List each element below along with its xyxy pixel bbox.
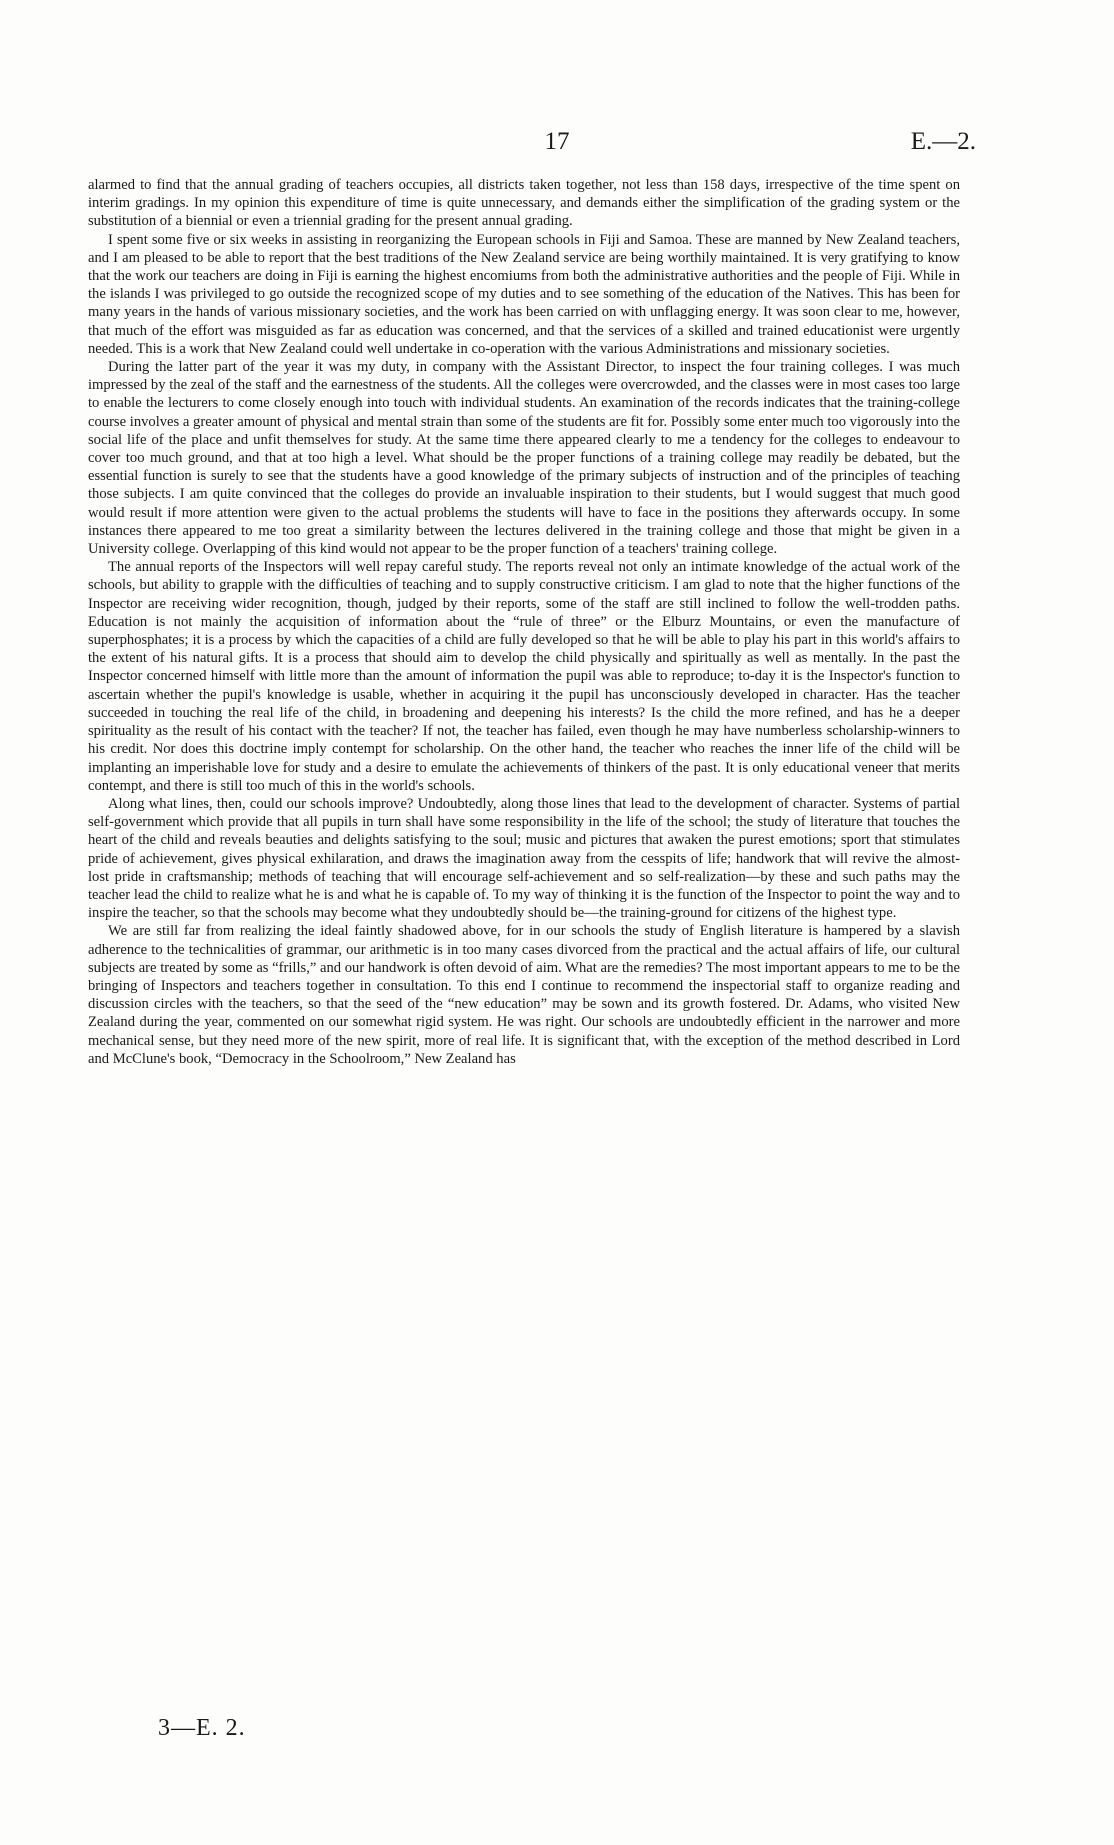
signature-reference: 3—E. 2. [158, 1715, 246, 1741]
paragraph-inspectors-reports: The annual reports of the Inspectors will well repay careful study. The reports reveal not only an intimate knowledge of the actual work of the schools, but ability to grapple with the difficulties of teaching and to supply constructive criticism. I am glad to note that the higher functions of the Inspector are receiving wider recognition, though, judged by their reports, some of the staff are still inclined to follow the well-trodden paths. Education is not mainly the acquisition of information about the “rule of three” or the Elburz Mountains, or even the manufacture of superphosphates; it is a process by which the capacities of a child are fully developed so that he will be able to play his part in this world's affairs to the extent of his natural gifts. It is a process that should aim to develop the child physically and spiritually as well as mentally. In the past the Inspector concerned himself with little more than the amount of information the pupil was able to reproduce; to-day it is the Inspector's function to ascertain whether the pupil's knowledge is usable, whether in acquiring it the pupil has unconsciously developed in character. Has the teacher succeeded in touching the real life of the child, in broadening and deepening his interests? Is the child the more refined, and has he a deeper spirituality as the result of his contact with the teacher? If not, the teacher has failed, even though he may have numberless scholarship-winners to his credit. Nor does this doctrine imply contempt for scholarship. On the other hand, the teacher who reaches the inner life of the child will be implanting an imperishable love for study and a desire to emulate the achievements of thinkers of the past. It is only educational veneer that merits contempt, and there is still too much of this in the world's schools. [88, 559, 960, 794]
paragraph-remedies: We are still far from realizing the ideal faintly shadowed above, for in our schools the study of English literature is hampered by a slavish adherence to the technicalities of grammar, our arithmetic is in too many cases divorced from the practical and the actual affairs of life, our cultural subjects are treated by some as “frills,” and our handwork is often devoid of aim. What are the remedies? The most important appears to me to be the bringing of Inspectors and teachers together in consultation. To this end I continue to recommend the inspectorial staff to organize reading and discussion circles with the teachers, so that the seed of the “new education” may be sown and its growth fostered. Dr. Adams, who visited New Zealand during the year, commented on our somewhat rigid system. He was right. Our schools are undoubtedly efficient in the narrower and more mechanical sense, but they need more of the new spirit, more of real life. It is significant that, with the exception of the method described in Lord and McClune's book, “Democracy in the Schoolroom,” New Zealand has [88, 923, 960, 1067]
paragraph-schools-improve: Along what lines, then, could our schools improve? Undoubtedly, along those lines that lead to the development of character. Systems of partial self-government which provide that all pupils in turn shall have some responsibility in the life of the school; the study of literature that touches the heart of the child and reveals beauties and delights satisfying to the soul; music and pictures that awaken the purest emotions; sport that stimulates pride of achievement, gives physical exhilaration, and draws the imagination away from the cesspits of life; handwork that will revive the almost-lost pride in craftsmanship; methods of teaching that will encourage self-achievement and so self-realization—by these and such paths may the teacher lead the child to realize what he is and what he is capable of. To my way of thinking it is the function of the Inspector to point the way and to inspire the teacher, so that the schools may become what they undoubtedly should be—the training-ground for citizens of the highest type. [88, 795, 960, 922]
paragraph-training-colleges: During the latter part of the year it was my duty, in company with the Assistant Director, to inspect the four training colleges. I was much impressed by the zeal of the staff and the earnestness of the students. All the colleges were overcrowded, and the classes were in most cases too large to enable the lecturers to come closely enough into touch with individual students. An examination of the records indicates that the training-college course involves a greater amount of physical and mental strain than some of the students are fit for. Possibly some enter much too vigorously into the social life of the place and unfit themselves for study. At the same time there appeared clearly to me a tendency for the colleges to endeavour to cover too much ground, and that at too high a level. What should be the proper functions of a training college may readily be debated, but the essential function is surely to see that the students have a good knowledge of the primary subjects of instruction and of the principles of teaching those subjects. I am quite convinced that the colleges do provide an invaluable inspiration to their students, but I would suggest that much good would result if more attention were given to the actual problems the students will have to face in the positions they afterwards occupy. In some instances there appeared to me too great a similarity between the lectures delivered in the training college and those that might be given in a University college. Overlapping of this kind would not appear to be the proper function of a teachers' training college. [88, 359, 960, 558]
document-reference: E.—2. [910, 128, 976, 155]
body-text [88, 176, 960, 1068]
paragraph-grading-continued: alarmed to find that the annual grading of teachers occupies, all districts taken together, not less than 158 days, irrespective of the time spent on interim gradings. In my opinion this expenditure of time is quite unnecessary, and demands either the simplification of the grading system or the substitution of a biennial or even a triennial grading for the present annual grading. [88, 177, 960, 230]
paragraph-fiji-samoa: I spent some five or six weeks in assisting in reorganizing the European schools in Fiji and Samoa. These are manned by New Zealand teachers, and I am pleased to be able to report that the best traditions of the New Zealand service are being worthily maintained. It is very gratifying to know that the work our teachers are doing in Fiji is earning the highest encomiums from both the administrative authorities and the people of Fiji. While in the islands I was privileged to go outside the recognized scope of my duties and to see something of the education of the Natives. This has been for many years in the hands of various missionary societies, and the work has been carried on with unflagging energy. It was soon clear to me, however, that much of the effort was misguided as far as education was concerned, and that the services of a skilled and trained educationist were urgently needed. This is a work that New Zealand could well undertake in co-operation with the various Administrations and missionary societies. [88, 231, 960, 357]
page-number: 17 [544, 128, 570, 155]
